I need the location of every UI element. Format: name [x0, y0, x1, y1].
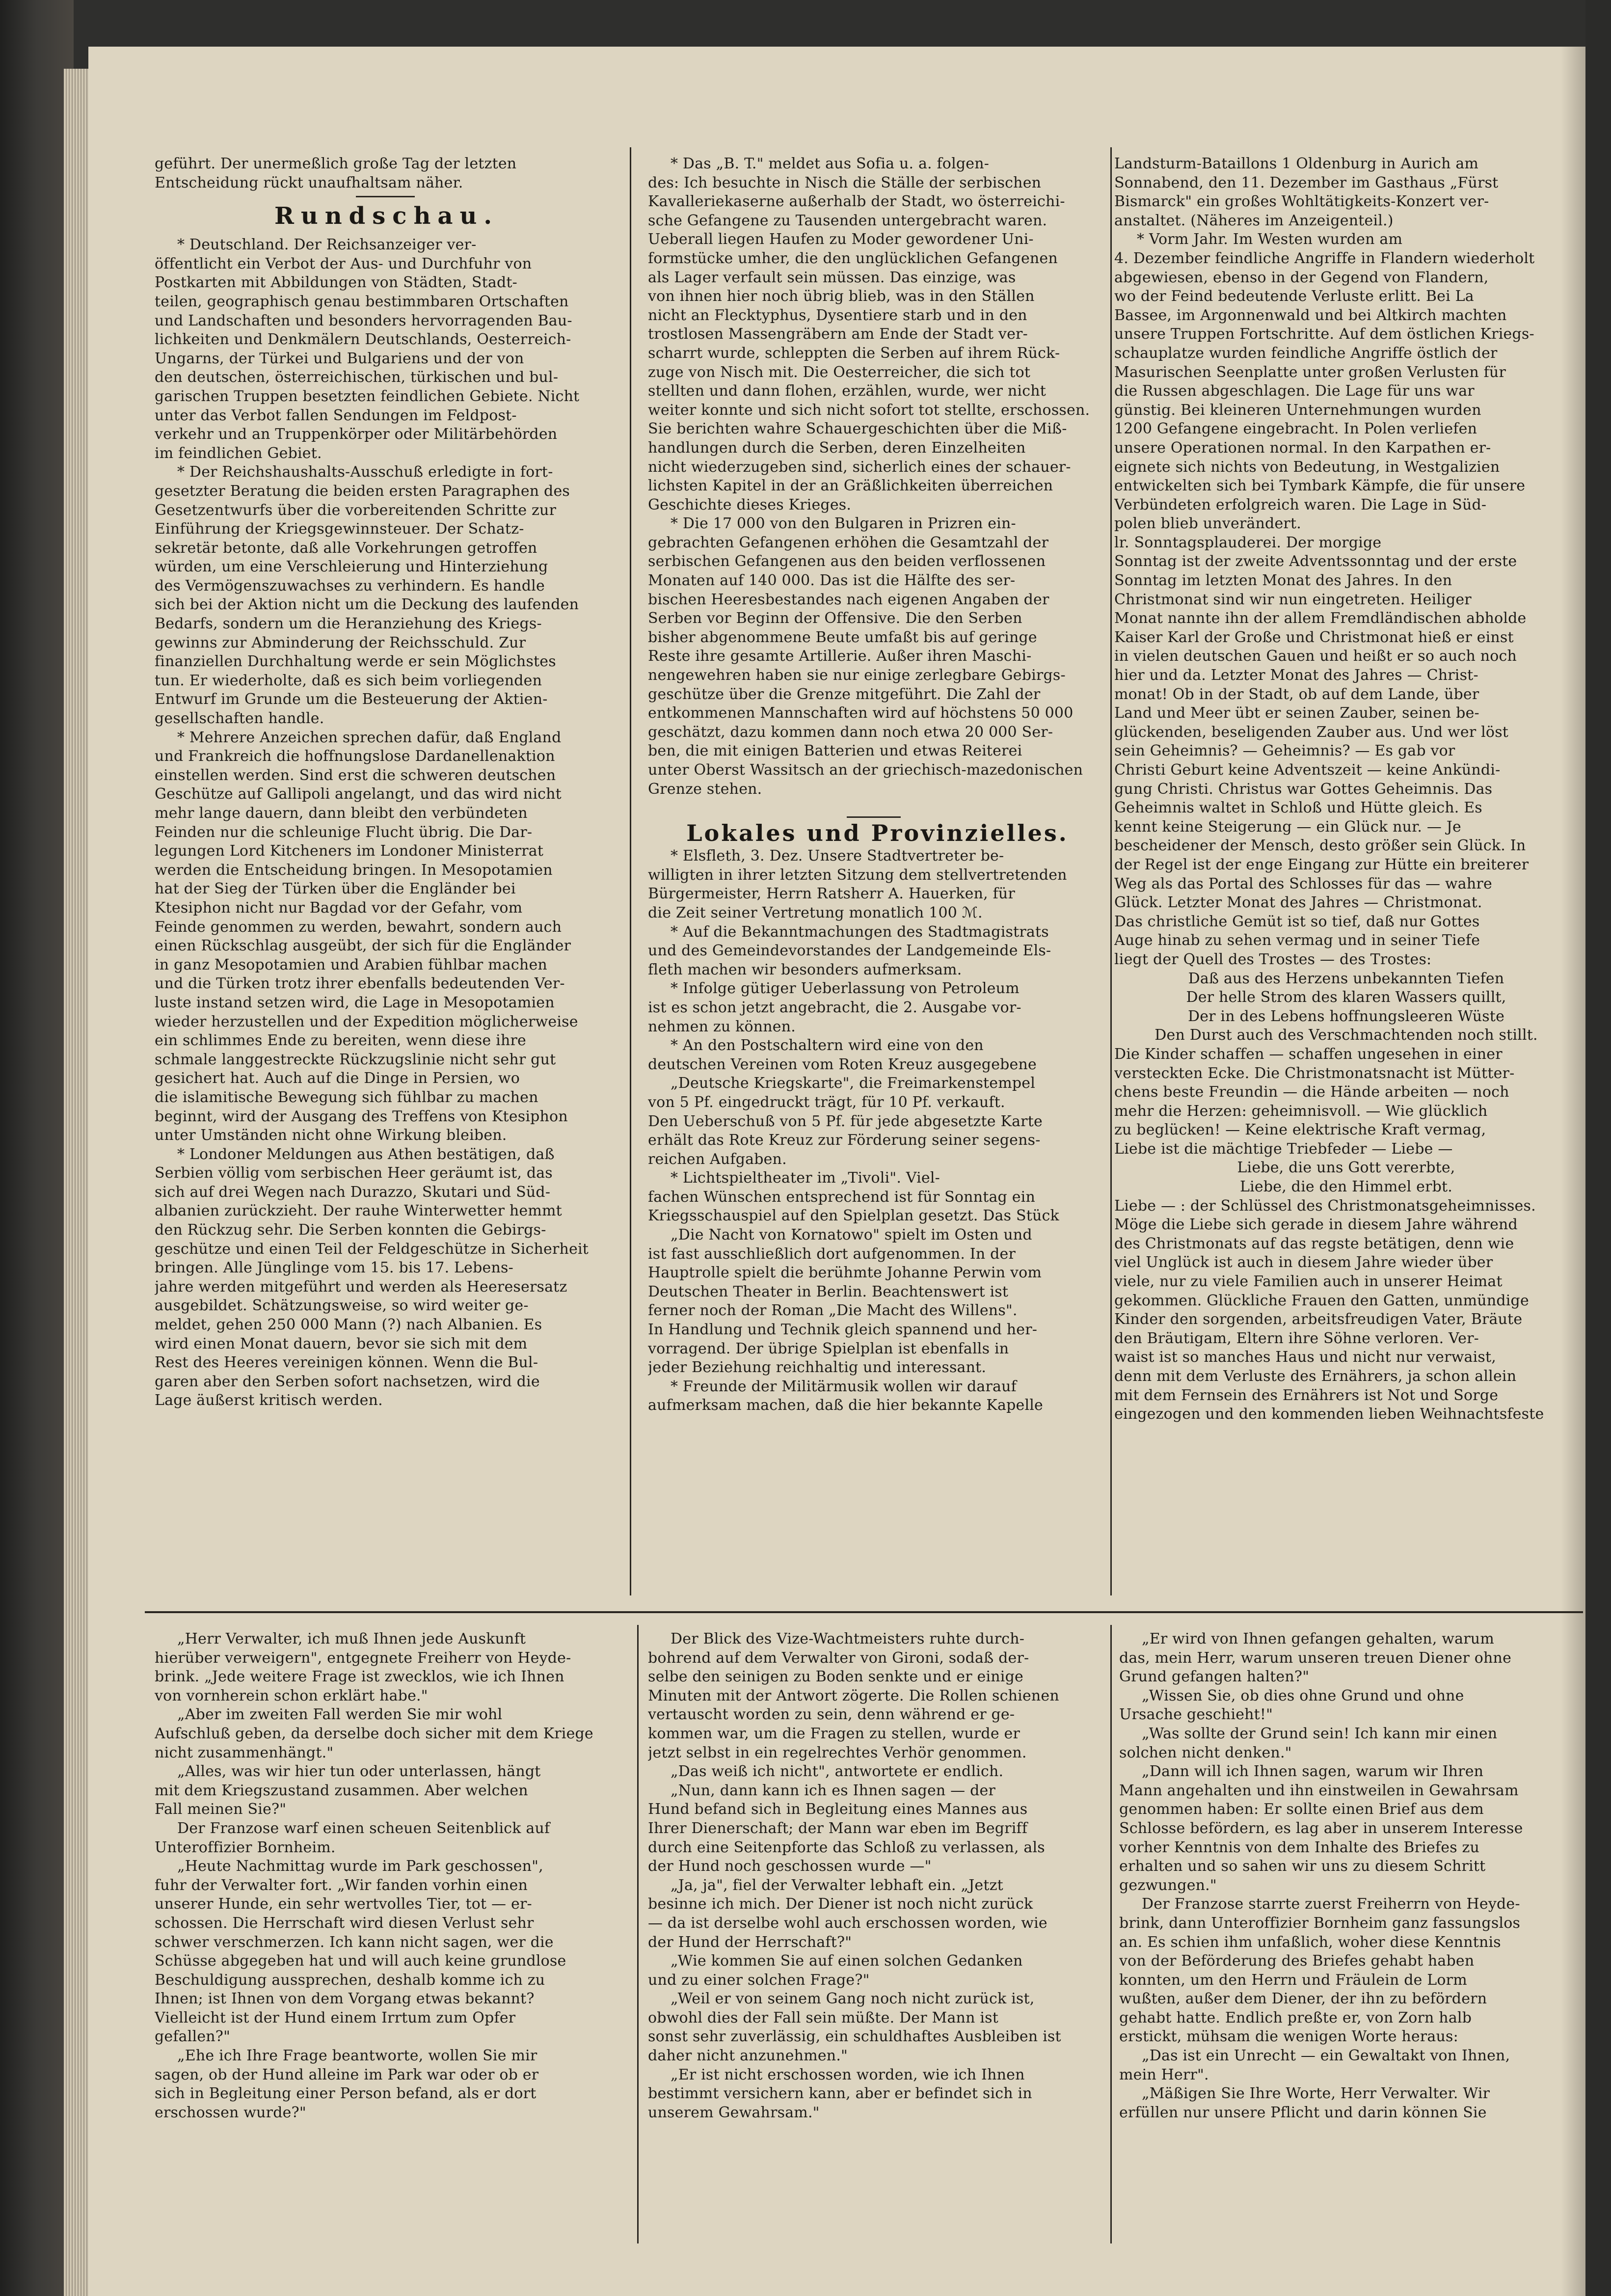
- text-line: solchen nicht denken.": [1119, 1744, 1292, 1761]
- text-line: ausgebildet. Schätzungsweise, so wird weiter ge-: [155, 1297, 529, 1315]
- text-line: eingezogen und den kommenden lieben Weihnachtsfeste: [1114, 1405, 1544, 1423]
- text-line: verkehr und an Truppenkörper oder Militärbehörden: [155, 426, 558, 443]
- text-line: „Aber im zweiten Fall werden Sie mir wohl: [177, 1706, 503, 1724]
- text-line: liegt der Quell des Trostes — des Trostes:: [1114, 950, 1432, 968]
- text-line: hat der Sieg der Türken über die Engländer bei: [155, 880, 516, 898]
- text-line: schossen. Die Herrschaft wird diesen Verlust sehr: [155, 1914, 534, 1932]
- text-line: und Landschaften und besonders hervorragenden Bau-: [155, 312, 572, 329]
- text-line: das, mein Herr, warum unseren treuen Diener ohne: [1119, 1649, 1512, 1667]
- text-line: * An den Postschaltern wird eine von den: [671, 1037, 984, 1054]
- text-line: unter Oberst Wassitsch an der griechisch-mazedonischen: [648, 761, 1083, 779]
- text-line: Entwurf im Grunde um die Besteuerung der Aktien-: [155, 691, 548, 708]
- text-line: chens beste Freundin — die Hände arbeiten — noch: [1114, 1083, 1509, 1101]
- text-line: wo der Feind bedeutende Verluste erlitt. Bei La: [1114, 288, 1474, 305]
- text-line: Ungarns, der Türkei und Bulgariens und der von: [155, 350, 524, 367]
- text-line: weiter konnte und sich nicht sofort tot stellte, erschossen.: [648, 401, 1090, 419]
- text-line: öffentlicht ein Verbot der Aus- und Durchfuhr von: [155, 255, 532, 272]
- text-line: unserem Gewahrsam.": [648, 2104, 820, 2121]
- text-line: Land und Meer übt er seinen Zauber, seinen be-: [1114, 704, 1479, 722]
- text-line: * Vorm Jahr. Im Westen wurden am: [1137, 231, 1403, 248]
- text-line: vorragend. Der übrige Spielplan ist ebenfalls in: [648, 1340, 1009, 1357]
- text-line: „Wie kommen Sie auf einen solchen Gedanken: [671, 1952, 1023, 1970]
- text-line: * Deutschland. Der Reichsanzeiger ver-: [177, 236, 477, 254]
- text-line: zu beglücken! — Keine elektrische Kraft vermag,: [1114, 1121, 1486, 1139]
- text-line: albanien zurückzieht. Der rauhe Winterwetter hemmt: [155, 1202, 562, 1220]
- text-line: Postkarten mit Abbildungen von Städten, Stadt-: [155, 274, 517, 292]
- text-line: jeder Beziehung reichhaltig und interessant.: [648, 1359, 987, 1377]
- text-line: sein Geheimnis? — Geheimnis? — Es gab vor: [1114, 742, 1455, 760]
- text-line: Ktesiphon nicht nur Bagdad vor der Gefahr, vom: [155, 899, 523, 917]
- text-line: einstellen werden. Sind erst die schweren deutschen: [155, 766, 556, 784]
- text-line: einen Rückschlag ausgeübt, der sich für die Engländer: [155, 937, 571, 955]
- text-line: Liebe, die den Himmel erbt.: [1239, 1178, 1453, 1196]
- text-line: * Elsfleth, 3. Dez. Unsere Stadtvertreter be-: [671, 847, 1004, 865]
- text-line: Masurischen Seenplatte unter großen Verlusten für: [1114, 363, 1506, 381]
- text-line: Glück. Letzter Monat des Jahres — Christmonat.: [1114, 894, 1482, 912]
- text-line: eignete sich nichts von Bedeutung, in Westgalizien: [1114, 458, 1500, 476]
- text-line: gebrachten Gefangenen erhöhen die Gesamtzahl der: [648, 534, 1049, 551]
- text-line: von ihnen hier noch übrig blieb, was in den Ställen: [648, 288, 1035, 305]
- text-line: erhält das Rote Kreuz zur Förderung seiner segens-: [648, 1132, 1041, 1149]
- text-line: würden, um eine Verschleierung und Hinterziehung: [155, 558, 548, 576]
- text-line: nicht wiederzugeben sind, sicherlich eines der schauer-: [648, 458, 1071, 476]
- text-line: „Er wird von Ihnen gefangen gehalten, warum: [1142, 1630, 1494, 1648]
- text-line: Landsturm-Bataillons 1 Oldenburg in Aurich am: [1114, 155, 1479, 172]
- text-line: garen aber den Serben sofort nachsetzen, wird die: [155, 1373, 540, 1390]
- text-line: erstickt, mühsam die wenigen Worte heraus:: [1119, 2028, 1458, 2046]
- text-line: und des Gemeindevorstandes der Landgemeinde Els-: [648, 942, 1051, 960]
- text-line: fuhr der Verwalter fort. „Wir fanden vorhin einen: [155, 1876, 528, 1894]
- text-line: erschossen wurde?": [155, 2104, 306, 2121]
- text-line: Weg als das Portal des Schlosses für das — wahre: [1114, 875, 1492, 892]
- text-line: Verbündeten erfolgreich waren. Die Lage in Süd-: [1114, 496, 1487, 513]
- text-line: hier und da. Letzter Monat des Jahres — Christ-: [1114, 667, 1478, 684]
- text-line: unsere Truppen Fortschritte. Auf dem östlichen Kriegs-: [1114, 325, 1534, 343]
- column-1-intro-text: [155, 155, 618, 192]
- text-line: den Rückzug sehr. Die Serben konnten die Gebirgs-: [155, 1221, 546, 1239]
- text-line: * Der Reichshaushalts-Ausschuß erledigte in fort-: [177, 463, 553, 481]
- text-line: Den Ueberschuß von 5 Pf. für jede abgesetzte Karte: [648, 1112, 1043, 1130]
- rundschau-heading: Rundschau.: [274, 202, 499, 230]
- text-line: vorher Kenntnis von dem Inhalte des Briefes zu: [1119, 1838, 1480, 1856]
- text-line: Lage äußerst kritisch werden.: [155, 1392, 383, 1409]
- text-line: des Vermögenszuwachses zu verhindern. Es handle: [155, 577, 545, 594]
- text-line: gewinns zur Abminderung der Reichsschuld. Zur: [155, 634, 526, 651]
- text-line: * Auf die Bekanntmachungen des Stadtmagistrats: [671, 923, 1049, 941]
- text-line: Rest des Heeres vereinigen können. Wenn die Bul-: [155, 1354, 538, 1372]
- text-line: * Die 17 000 von den Bulgaren in Prizren ein-: [671, 515, 1016, 533]
- text-line: teilen, geographisch genau bestimmbaren Ortschaften: [155, 293, 569, 310]
- text-line: in vielen deutschen Gauen und heißt er so auch noch: [1114, 648, 1517, 665]
- text-line: reichen Aufgaben.: [648, 1150, 787, 1168]
- text-line: gefallen?": [155, 2028, 231, 2046]
- top-column-2: [648, 155, 1107, 1415]
- text-line: denn mit dem Verluste des Ernährers, ja schon allein: [1114, 1368, 1517, 1385]
- text-line: ist fast ausschließlich dort aufgenommen. In der: [648, 1245, 1016, 1263]
- text-line: erhalten und so sahen wir uns zu diesem Schritt: [1119, 1858, 1486, 1875]
- text-line: kommen war, um die Fragen zu stellen, wurde er: [648, 1725, 1020, 1742]
- text-line: Kavalleriekaserne außerhalb der Stadt, wo österreichi-: [648, 193, 1065, 211]
- rundschau-text: [155, 236, 618, 1410]
- text-line: Christi Geburt keine Adventszeit — keine Ankündi-: [1114, 761, 1501, 779]
- text-line: der Regel ist der enge Eingang zur Hütte ein breiterer: [1114, 856, 1529, 873]
- text-line: Schlosse befördern, es lag aber in unserem Interesse: [1119, 1819, 1523, 1837]
- text-line: „Nun, dann kann ich es Ihnen sagen — der: [671, 1782, 995, 1799]
- text-line: Bürgermeister, Herrn Ratsherr A. Hauerken, für: [648, 885, 1015, 903]
- bottom-column-3: [1119, 1630, 1578, 2122]
- text-line: In Handlung und Technik gleich spannend und her-: [648, 1321, 1038, 1339]
- text-line: entkommenen Mannschaften wird auf höchstens 50 000: [648, 704, 1074, 722]
- text-line: Grund gefangen halten?": [1119, 1668, 1310, 1686]
- text-line: lichsten Kapitel in der an Gräßlichkeiten überreichen: [648, 477, 1053, 495]
- text-line: Deutschen Theater in Berlin. Beachtenswert ist: [648, 1283, 1009, 1300]
- text-line: finanziellen Durchhaltung werde er sein Möglichstes: [155, 653, 556, 671]
- text-line: Bedarfs, sondern um die Heranziehung des Kriegs-: [155, 615, 542, 633]
- text-line: genommen haben: Er sollte einen Brief aus dem: [1119, 1801, 1484, 1818]
- text-line: „Das weiß ich nicht", antwortete er endlich.: [671, 1763, 1004, 1781]
- text-line: unserer Hunde, ein sehr wertvolles Tier, tot — er-: [155, 1895, 532, 1913]
- lokales-text: [648, 847, 1107, 1415]
- text-line: Monat nannte ihn der allem Fremdländischen abholde: [1114, 610, 1527, 627]
- text-line: der Hund noch geschossen wurde —": [648, 1858, 932, 1875]
- text-line: Fall meinen Sie?": [155, 1801, 287, 1818]
- text-line: Kriegsschauspiel auf den Spielplan gesetzt. Das Stück: [648, 1207, 1059, 1225]
- text-line: glückenden, beseligenden Zauber aus. Und wer löst: [1114, 723, 1509, 741]
- text-line: * Infolge gütiger Ueberlassung von Petroleum: [671, 980, 1020, 998]
- text-line: * Lichtspieltheater im „Tivoli". Viel-: [671, 1169, 940, 1187]
- text-line: Der Franzose starrte zuerst Freiherrn von Heyde-: [1142, 1895, 1520, 1913]
- text-line: Geschütze auf Gallipoli angelangt, und das wird nicht: [155, 785, 562, 803]
- text-line: Mann angehalten und ihn einstweilen in Gewahrsam: [1119, 1782, 1519, 1799]
- text-line: bescheidener der Mensch, desto größer sein Glück. In: [1114, 837, 1526, 855]
- text-line: unter Umständen nicht ohne Wirkung bleiben.: [155, 1127, 507, 1144]
- text-line: und zu einer solchen Frage?": [648, 1971, 870, 1989]
- text-line: Sonntag ist der zweite Adventssonntag und der erste: [1114, 553, 1517, 570]
- text-line: lichkeiten und Denkmälern Deutschlands, Oesterreich-: [155, 331, 571, 349]
- text-line: Sonnabend, den 11. Dezember im Gasthaus „Fürst: [1114, 174, 1499, 191]
- feuilleton-separator: [145, 1611, 1583, 1613]
- text-line: wieder herzustellen und der Expedition möglicherweise: [155, 1013, 578, 1030]
- text-line: Serbien völlig vom serbischen Heer geräumt ist, das: [155, 1164, 553, 1182]
- story-column-3-text: [1119, 1630, 1578, 2122]
- text-line: geführt. Der unermeßlich große Tag der letzten: [155, 155, 517, 172]
- text-line: Grenze stehen.: [648, 780, 762, 798]
- text-line: Minuten mit der Antwort zögerte. Die Rollen schienen: [648, 1687, 1059, 1704]
- text-line: gesellschaften handle.: [155, 710, 324, 728]
- text-line: „Das ist ein Unrecht — ein Gewaltakt von Ihnen,: [1142, 2047, 1510, 2065]
- top-column-1: [155, 155, 618, 1410]
- text-line: unter das Verbot fallen Sendungen im Feldpost-: [155, 406, 517, 424]
- column-rule-2: [1110, 147, 1112, 1595]
- text-line: gesetzter Beratung die beiden ersten Paragraphen des: [155, 482, 570, 500]
- text-line: monat! Ob in der Stadt, ob auf dem Lande, über: [1114, 685, 1479, 703]
- text-line: Feinde genommen zu werden, bewahrt, sondern auch: [155, 918, 562, 936]
- text-line: „Deutsche Kriegskarte", die Freimarkenstempel: [671, 1075, 1036, 1092]
- text-line: Gesetzentwurfs über die vorbereitenden Schritte zur: [155, 501, 557, 519]
- text-line: hierüber verweigern", entgegnete Freiherr von Heyde-: [155, 1649, 571, 1667]
- text-line: von der Beförderung des Briefes gehabt haben: [1119, 1952, 1475, 1970]
- text-line: Der Blick des Vize-Wachtmeisters ruhte durch-: [671, 1630, 1025, 1648]
- text-line: gezwungen.": [1119, 1876, 1217, 1894]
- text-line: lr. Sonntagsplauderei. Der morgige: [1114, 534, 1382, 551]
- text-line: kennt keine Steigerung — ein Glück nur. — Je: [1114, 818, 1461, 836]
- text-line: im feindlichen Gebiet.: [155, 444, 322, 462]
- text-line: den Bräutigam, Eltern ihre Söhne verloren. Ver-: [1114, 1329, 1479, 1347]
- text-line: zuge von Nisch mit. Die Oesterreicher, die sich tot: [648, 363, 1031, 381]
- text-line: durch eine Seitenpforte das Schloß zu verlassen, als: [648, 1838, 1045, 1856]
- text-line: Daß aus des Herzens unbekannten Tiefen: [1188, 970, 1504, 987]
- text-line: nengewehren haben sie nur einige zerlegbare Gebirgs-: [648, 667, 1066, 684]
- text-line: die Russen abgeschlagen. Die Lage für uns war: [1114, 382, 1475, 400]
- text-line: Beschuldigung aussprechen, deshalb komme ich zu: [155, 1971, 545, 1989]
- text-line: Ihnen; ist Ihnen von dem Vorgang etwas bekannt?: [155, 1990, 535, 2008]
- text-line: Der in des Lebens hoffnungsleeren Wüste: [1187, 1007, 1505, 1025]
- text-line: Hund befand sich in Begleitung eines Mannes aus: [648, 1801, 1028, 1818]
- text-line: obwohl dies der Fall sein müßte. Der Mann ist: [648, 2009, 998, 2026]
- text-line: Entscheidung rückt unaufhaltsam näher.: [155, 174, 463, 191]
- column-2-news-text: [648, 155, 1107, 799]
- text-line: die Zeit seiner Vertretung monatlich 100 ℳ.: [648, 904, 983, 921]
- column-rule-1: [630, 147, 631, 1595]
- text-line: viel Unglück ist auch in diesem Jahre wieder über: [1114, 1254, 1493, 1271]
- text-line: geschütze und einen Teil der Feldgeschütze in Sicherheit: [155, 1240, 589, 1258]
- text-line: Vielleicht ist der Hund einem Irrtum zum Opfer: [155, 2009, 516, 2026]
- text-line: Liebe, die uns Gott vererbte,: [1237, 1159, 1455, 1177]
- text-line: „Herr Verwalter, ich muß Ihnen jede Auskunft: [177, 1630, 526, 1648]
- text-line: bringen. Alle Jünglinge vom 15. bis 17. Lebens-: [155, 1259, 513, 1277]
- text-line: schwer verschmerzen. Ich kann nicht sagen, wer die: [155, 1933, 554, 1951]
- text-line: gung Christi. Christus war Gottes Geheimnis. Das: [1114, 780, 1493, 798]
- text-line: ferner noch der Roman „Die Macht des Willens".: [648, 1302, 1018, 1320]
- text-line: den deutschen, österreichischen, türkischen und bul-: [155, 369, 559, 386]
- text-line: vertauscht worden zu sein, denn während er ge-: [648, 1706, 1015, 1724]
- text-line: geschütze über die Grenze mitgeführt. Die Zahl der: [648, 685, 1041, 703]
- text-line: die islamitische Bewegung sich fühlbar zu machen: [155, 1088, 538, 1106]
- text-line: brink. „Jede weitere Frage ist zwecklos, wie ich Ihnen: [155, 1668, 564, 1686]
- text-line: der Hund der Herrschaft?": [648, 1933, 852, 1951]
- story-column-2-text: [648, 1630, 1112, 2122]
- text-line: * Freunde der Militärmusik wollen wir darauf: [671, 1378, 1017, 1395]
- text-line: daher nicht anzunehmen.": [648, 2047, 848, 2065]
- text-line: „Ja, ja", fiel der Verwalter lebhaft ein. „Jetzt: [671, 1876, 1003, 1894]
- text-line: fleth machen wir besonders aufmerksam.: [648, 961, 962, 978]
- text-line: „Heute Nachmittag wurde im Park geschossen",: [177, 1858, 543, 1875]
- text-line: sagen, ob der Hund alleine im Park war oder ob er: [155, 2066, 539, 2083]
- text-line: sich in Begleitung einer Person befand, als er dort: [155, 2085, 537, 2103]
- text-line: Christmonat sind wir nun eingetreten. Heiliger: [1114, 591, 1472, 608]
- text-line: bischen Heeresbestandes nach eigenen Angaben der: [648, 591, 1049, 608]
- text-line: serbischen Gefangenen aus den beiden verflossenen: [648, 553, 1046, 570]
- text-line: Liebe — : der Schlüssel des Christmonatsgeheimnisses.: [1114, 1197, 1536, 1215]
- text-line: selbe den seinigen zu Boden senkte und er einige: [648, 1668, 1023, 1686]
- text-line: von vornherein schon erklärt habe.": [155, 1687, 428, 1704]
- text-line: als Lager verfault sein müssen. Das einzige, was: [648, 269, 1016, 286]
- text-line: Einführung der Kriegsgewinnsteuer. Der Schatz-: [155, 520, 524, 538]
- text-line: viele, nur zu viele Familien auch in unserer Heimat: [1114, 1273, 1503, 1291]
- text-line: tun. Er wiederholte, daß es sich beim vorliegenden: [155, 672, 542, 689]
- text-line: stellten und dann flohen, erzählen, wurde, wer nicht: [648, 382, 1046, 400]
- text-line: Der helle Strom des klaren Wassers quillt,: [1186, 989, 1506, 1006]
- text-line: mehr die Herzen: geheimnisvoll. — Wie glücklich: [1114, 1102, 1488, 1120]
- story-column-1-text: [155, 1630, 618, 2122]
- text-line: polen blieb unverändert.: [1114, 515, 1301, 533]
- text-line: des: Ich besuchte in Nisch die Ställe der serbischen: [648, 174, 1042, 191]
- text-line: Unteroffizier Bornheim.: [155, 1838, 336, 1856]
- text-line: formstücke umher, die den unglücklichen Gefangenen: [648, 249, 1058, 267]
- text-line: und Frankreich die hoffnungslose Dardanellenaktion: [155, 748, 555, 765]
- text-line: unsere Operationen normal. In den Karpathen er-: [1114, 439, 1491, 457]
- text-line: Sonntag im letzten Monat des Jahres. In den: [1114, 572, 1452, 590]
- text-line: Monaten auf 140 000. Das ist die Hälfte des ser-: [648, 572, 1016, 590]
- text-line: mit dem Kriegszustand zusammen. Aber welchen: [155, 1782, 528, 1799]
- text-line: sonst sehr zuverlässig, ein schuldhaftes Ausbleiben ist: [648, 2028, 1061, 2046]
- text-line: Hauptrolle spielt die berühmte Johanne Perwin vom: [648, 1264, 1042, 1282]
- text-line: sekretär betonte, daß alle Vorkehrungen getroffen: [155, 539, 537, 557]
- text-line: mein Herr".: [1119, 2066, 1209, 2083]
- text-line: Ursache geschieht!": [1119, 1706, 1273, 1724]
- text-line: versteckten Ecke. Die Christmonatsnacht ist Mütter-: [1114, 1064, 1515, 1082]
- text-line: in ganz Mesopotamien und Arabien fühlbar machen: [155, 956, 547, 973]
- text-line: abgewiesen, ebenso in der Gegend von Flandern,: [1114, 269, 1489, 286]
- bottom-column-1: [155, 1630, 618, 2122]
- text-line: Reste ihre gesamte Artillerie. Außer ihren Maschi-: [648, 648, 1032, 665]
- top-column-3: [1114, 155, 1578, 1424]
- text-line: deutschen Vereinen vom Roten Kreuz ausgegebene: [648, 1055, 1037, 1073]
- text-line: Den Durst auch des Verschmachtenden noch stillt.: [1155, 1026, 1538, 1044]
- text-line: jahre werden mitgeführt und werden als Heeresersatz: [155, 1278, 567, 1296]
- text-line: 1200 Gefangene eingebracht. In Polen verliefen: [1114, 420, 1477, 438]
- text-line: Das christliche Gemüt ist so tief, daß nur Gottes: [1114, 913, 1480, 930]
- text-line: Kinder den sorgenden, arbeitsfreudigen Vater, Bräute: [1114, 1311, 1523, 1328]
- text-line: Geheimnis waltet in Schloß und Hütte gleich. Es: [1114, 799, 1482, 817]
- text-line: bestimmt versichern kann, aber er befindet sich in: [648, 2085, 1032, 2103]
- text-line: und die Türken trotz ihrer ebenfalls bedeutenden Ver-: [155, 975, 565, 993]
- text-line: nehmen zu können.: [648, 1018, 796, 1035]
- rundschau-heading-box: [155, 192, 618, 236]
- text-line: bohrend auf dem Verwalter von Gironi, sodaß der-: [648, 1649, 1029, 1667]
- text-line: werden die Entscheidung bringen. In Mesopotamien: [155, 861, 553, 879]
- text-line: günstig. Bei kleineren Unternehmungen wurden: [1114, 401, 1481, 419]
- text-line: Schüsse abgegeben hat und will auch keine grundlose: [155, 1952, 566, 1970]
- text-line: ben, die mit einigen Batterien und etwas Reiterei: [648, 742, 1022, 760]
- text-line: „Die Nacht von Kornatowo" spielt im Osten und: [671, 1226, 1032, 1244]
- text-line: „Wissen Sie, ob dies ohne Grund und ohne: [1142, 1687, 1464, 1704]
- bottom-column-2: [648, 1630, 1112, 2122]
- text-line: anstaltet. (Näheres im Anzeigenteil.): [1114, 212, 1394, 229]
- text-line: „Er ist nicht erschossen worden, wie ich Ihnen: [671, 2066, 1025, 2083]
- text-line: Aufschluß geben, da derselbe doch sicher mit dem Kriege: [155, 1725, 593, 1742]
- text-line: * Das „B. T." meldet aus Sofia u. a. folgen-: [671, 155, 990, 172]
- text-line: beginnt, wird der Ausgang des Treffens von Ktesiphon: [155, 1107, 568, 1125]
- text-line: fachen Wünschen entsprechend ist für Sonntag ein: [648, 1188, 1035, 1206]
- text-line: „Weil er von seinem Gang noch nicht zurück ist,: [671, 1990, 1035, 2008]
- text-line: Ihrer Dienerschaft; der Mann war eben im Begriff: [648, 1819, 1028, 1837]
- text-line: — da ist derselbe wohl auch erschossen worden, wie: [648, 1914, 1047, 1932]
- text-line: willigten in ihrer letzten Sitzung dem stellvertretenden: [648, 866, 1067, 884]
- text-line: scharrt wurde, schleppten die Serben auf ihrem Rück-: [648, 344, 1060, 362]
- text-line: Feinden nur die schleunige Flucht übrig. Die Dar-: [155, 823, 533, 841]
- text-line: des Christmonats auf das regste betätigen, denn wie: [1114, 1235, 1514, 1252]
- text-line: legungen Lord Kitcheners im Londoner Ministerrat: [155, 842, 544, 860]
- text-line: von 5 Pf. eingedruckt trägt, für 10 Pf. verkauft.: [648, 1093, 1005, 1111]
- text-line: „Was sollte der Grund sein! Ich kann mir einen: [1142, 1725, 1498, 1742]
- text-line: wird einen Monat dauern, bevor sie sich mit dem: [155, 1335, 528, 1352]
- text-line: nicht an Flecktyphus, Dysentiere starb und in den: [648, 306, 1027, 324]
- text-line: 4. Dezember feindliche Angriffe in Flandern wiederholt: [1114, 249, 1535, 267]
- text-line: garischen Truppen besetzten feindlichen Gebiete. Nicht: [155, 387, 580, 405]
- text-line: erfüllen nur unsere Pflicht und darin können Sie: [1119, 2104, 1487, 2121]
- text-line: nicht zusammenhängt.": [155, 1744, 334, 1761]
- book-spine: [0, 0, 74, 2296]
- text-line: besinne ich mich. Der Diener ist noch nicht zurück: [648, 1895, 1033, 1913]
- text-line: schmale langgestreckte Rückzugslinie nicht sehr gut: [155, 1051, 556, 1068]
- column-rule-4: [1110, 1625, 1112, 2243]
- text-line: Kaiser Karl der Große und Christmonat hieß er einst: [1114, 628, 1514, 646]
- lokales-heading-box: [648, 800, 1107, 847]
- text-line: ist es schon jetzt angebracht, die 2. Ausgabe vor-: [648, 999, 1021, 1016]
- text-line: an. Es schien ihm unfaßlich, woher diese Kenntnis: [1119, 1933, 1501, 1951]
- text-line: konnten, um den Herrn und Fräulein de Lorm: [1119, 1971, 1467, 1989]
- text-line: luste instand setzen wird, die Lage in Mesopotamien: [155, 994, 555, 1011]
- text-line: trostlosen Massengräbern am Ende der Stadt ver-: [648, 325, 1028, 343]
- text-line: brink, dann Unteroffizier Bornheim ganz fassungslos: [1119, 1914, 1521, 1932]
- text-line: mit dem Fernsein des Ernährers ist Not und Sorge: [1114, 1386, 1499, 1404]
- text-line: sich bei der Aktion nicht um die Deckung des laufenden: [155, 596, 579, 614]
- text-line: geschätzt, dazu kommen dann noch etwa 20 000 Ser-: [648, 723, 1053, 741]
- text-line: Sie berichten wahre Schauergeschichten über die Miß-: [648, 420, 1067, 438]
- text-line: „Ehe ich Ihre Frage beantworte, wollen Sie mir: [177, 2047, 537, 2065]
- scanner-background-right: [1585, 0, 1611, 2296]
- text-line: aufmerksam machen, daß die hier bekannte Kapelle: [648, 1397, 1044, 1414]
- text-line: handlungen durch die Serben, deren Einzelheiten: [648, 439, 1026, 457]
- text-line: Serben vor Beginn der Offensive. Die den Serben: [648, 610, 1022, 627]
- text-line: gesichert hat. Auch auf die Dinge in Persien, wo: [155, 1070, 520, 1087]
- text-line: Möge die Liebe sich gerade in diesem Jahre während: [1114, 1216, 1518, 1234]
- text-line: schauplatze wurden feindliche Angriffe östlich der: [1114, 344, 1498, 362]
- text-line: * Londoner Meldungen aus Athen bestätigen, daß: [177, 1145, 555, 1163]
- text-line: „Mäßigen Sie Ihre Worte, Herr Verwalter. Wir: [1142, 2085, 1490, 2103]
- lokales-heading: Lokales und Provinzielles.: [686, 820, 1069, 847]
- column-3-text: [1114, 155, 1578, 1424]
- text-line: entwickelten sich bei Tymbark Kämpfe, die für unsere: [1114, 477, 1526, 495]
- column-rule-3: [637, 1625, 639, 2243]
- text-line: Liebe ist die mächtige Triebfeder — Liebe —: [1114, 1140, 1453, 1158]
- text-line: gehabt hatte. Endlich preßte er, von Zorn halb: [1119, 2009, 1472, 2026]
- text-line: sche Gefangene zu Tausenden untergebracht waren.: [648, 212, 1047, 229]
- text-line: Ueberall liegen Haufen zu Moder gewordener Uni-: [648, 231, 1034, 248]
- text-line: wußten, außer dem Diener, der ihn zu befördern: [1119, 1990, 1487, 2008]
- text-line: jetzt selbst in ein regelrechtes Verhör genommen.: [648, 1744, 1027, 1761]
- text-line: Bismarck" ein großes Wohltätigkeits-Konzert ver-: [1114, 193, 1489, 211]
- text-line: meldet, gehen 250 000 Mann (?) nach Albanien. Es: [155, 1316, 542, 1334]
- text-line: bisher abgenommene Beute umfaßt bis auf geringe: [648, 628, 1037, 646]
- text-line: sich auf drei Wegen nach Durazzo, Skutari und Süd-: [155, 1183, 551, 1201]
- text-line: * Mehrere Anzeichen sprechen dafür, daß England: [177, 729, 562, 746]
- text-line: ein schlimmes Ende zu bereiten, wenn diese ihre: [155, 1032, 526, 1050]
- text-line: waist ist so manches Haus und nicht nur verwaist,: [1114, 1349, 1497, 1366]
- text-line: Geschichte dieses Krieges.: [648, 496, 852, 513]
- text-line: „Dann will ich Ihnen sagen, warum wir Ihren: [1142, 1763, 1484, 1781]
- text-line: Bassee, im Argonnenwald und bei Altkirch machten: [1114, 306, 1507, 324]
- text-line: Die Kinder schaffen — schaffen ungesehen in einer: [1114, 1045, 1503, 1063]
- text-line: gekommen. Glückliche Frauen den Gatten, unmündige: [1114, 1292, 1529, 1309]
- text-line: Auge hinab zu sehen vermag und in seiner Tiefe: [1114, 932, 1480, 949]
- text-line: Der Franzose warf einen scheuen Seitenblick auf: [177, 1819, 550, 1837]
- text-line: mehr lange dauern, dann bleibt den verbündeten: [155, 805, 528, 822]
- text-line: „Alles, was wir hier tun oder unterlassen, hängt: [177, 1763, 541, 1781]
